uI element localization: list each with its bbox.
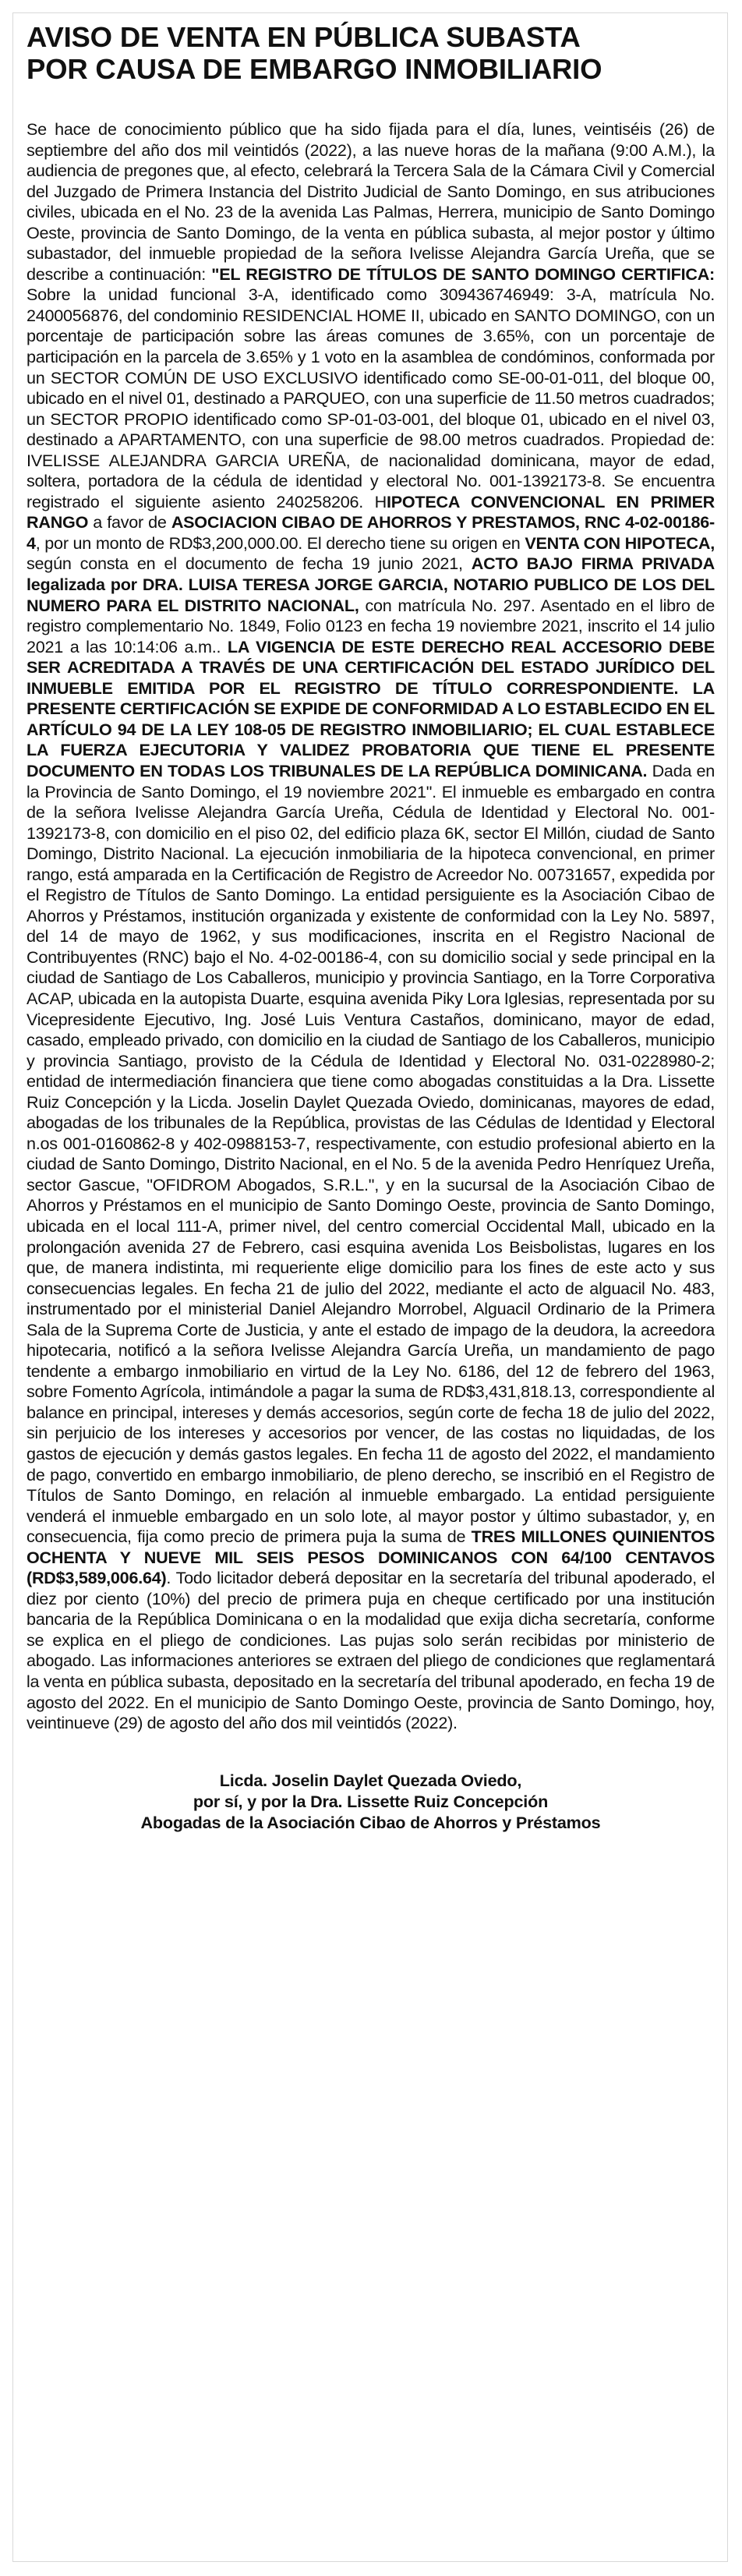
notice-title xyxy=(26,21,715,85)
body-text-segment: con matrícula No. 297. Asentado en el libro de registro complementario No. 1849, Folio 0123 en fecha 19 noviembre 2021, inscrito el 14 julio 2021 a las 10:14:06 a.m.. xyxy=(26,595,715,656)
signature-line-1: Licda. Joselin Daylet Quezada Oviedo, xyxy=(219,1770,522,1790)
body-text-segment: . Todo licitador deberá depositar en la secretaría del tribunal apoderado, el diez por ciento (10%) del precio de primera puja en cheque certificado por una institución bancaria de la República Dominicana o en la modalidad que exija dicha secretaría, conforme se explica en el pliego de condiciones. Las pujas solo serán recibidas por ministerio de abogado. Las informaciones anteriores se extraen del pliego de condiciones que reglamentará la venta en pública subasta, depositado en la secretaría del tribunal apoderado, en fecha 19 de agosto del 2022. En el municipio de Santo Domingo Oeste, provincia de Santo Domingo, hoy, veintinueve (29) de agosto del año dos mil veintidós (2022). xyxy=(26,1568,715,1733)
body-bold-segment: IPOTECA CONVENCIONAL EN PRIMER RANGO xyxy=(26,491,715,533)
body-bold-segment: LA VIGENCIA DE ESTE DERECHO REAL ACCESORIO DEBE SER ACREDITADA A TRAVÉS DE UNA CERTIFICACIÓN DEL ESTADO JURÍDICO DEL INMUEBLE EMITIDA POR EL REGISTRO DE TÍTULO CORRESPONDIENTE. LA PRESENTE CERTIFICACIÓN SE EXPIDE DE CONFORMIDAD A LO ESTABLECIDO EN EL ARTÍCULO 94 DE LA LEY 108-05 DE REGISTRO INMOBILIARIO; EL CUAL ESTABLECE LA FUERZA EJECUTORIA Y VALIDEZ PROBATORIA QUE TIENE EL PRESENTE DOCUMENTO EN TODAS LOS TRIBUNALES DE LA REPÚBLICA DOMINICANA. xyxy=(26,636,715,780)
body-text-segment: según consta en el documento de fecha 19 junio 2021, xyxy=(26,554,472,574)
signature-block xyxy=(26,1770,715,1833)
body-text-segment: , por un monto de RD$3,200,000.00. El derecho tiene su origen en xyxy=(35,533,525,553)
body-bold-segment: ACTO BAJO FIRMA PRIVADA legalizada por DRA. LUISA TERESA JORGE GARCIA, NOTARIO PUBLICO DE LOS DEL NUMERO PARA EL DISTRITO NACIONAL, xyxy=(26,554,715,615)
legal-notice xyxy=(12,12,728,2562)
notice-title-line-2: POR CAUSA DE EMBARGO INMOBILIARIO xyxy=(26,53,602,85)
body-text-segment: Dada en la Provincia de Santo Domingo, el 19 noviembre 2021". El inmueble es embargado en contra de la señora Ivelisse Alejandra García Ureña, Cédula de Identidad y Electoral No. 001-1392173-8, con domicilio en el piso 02, del edificio plaza 6K, sector El Millón, ciudad de Santo Domingo, Distrito Nacional. La ejecución inmobiliaria de la hipoteca convencional, en primer rango, está amparada en la Certificación de Registro de Acreedor No. 00731657, expedida por el Registro de Títulos de Santo Domingo. La entidad persiguiente es la Asociación Cibao de Ahorros y Préstamos, institución organizada y existente de conformidad con la Ley No. 5897, del 14 de mayo de 1962, y sus modificaciones, inscrita en el Registro Nacional de Contribuyentes (RNC) bajo el No. 4-02-00186-4, con su domicilio social y sede principal en la ciudad de Santiago de Los Caballeros, municipio y provincia Santiago, en la Torre Corporativa ACAP, ubicada en la autopista Duarte, esquina avenida Piky Lora Iglesias, representada por su Vicepresidente Ejecutivo, Ing. José Luis Ventura Castaños, dominicano, mayor de edad, casado, empleado privado, con domicilio en la ciudad de Santiago de los Caballeros, municipio y provincia Santiago, provisto de la Cédula de Identidad y Electoral No. 031-0228980-2; entidad de intermediación financiera que tiene como abogadas constituidas a la Dra. Lissette Ruiz Concepción y la Licda. Joselin Daylet Quezada Oviedo, dominicanas, mayores de edad, abogadas de los tribunales de la República, provistas de las Cédulas de Identidad y Electoral n.os 001-0160862-8 y 402-0988153-7, respectivamente, con estudio profesional abierto en la ciudad de Santo Domingo, Distrito Nacional, en el No. 5 de la avenida Pedro Henríquez Ureña, sector Gascue, "OFIDROM Abogados, S.R.L.", y en la sucursal de la Asociación Cibao de Ahorros y Préstamos en el municipio de Santo Domingo Oeste, provincia de Santo Domingo, ubicada en el local 111-A, primer nivel, del centro comercial Occidental Mall, ubicado en la prolongación avenida 27 de Febrero, casi esquina avenida Los Beisbolistas, lugares en los que, de manera indistinta, mi requeriente elige domicilio para los fines de este acto y sus consecuencias legales. En fecha 21 de julio del 2022, mediante el acto de alguacil No. 483, instrumentado por el ministerial Daniel Alejandro Morrobel, Alguacil Ordinario de la Primera Sala de la Suprema Corte de Justicia, y ante el estado de impago de la deudora, la acreedora hipotecaria, notificó a la señora Ivelisse Alejandra García Ureña, un mandamiento de pago tendente a embargo inmobiliario en virtud de la Ley No. 6186, del 12 de febrero del 1963, sobre Fomento Agrícola, intimándole a pagar la suma de RD$3,431,818.13, correspondiente al balance en principal, intereses y demás accesorios, según corte de fecha 18 de julio del 2022, sin perjuicio de los intereses y accesorios por vencer, de las costas no liquidadas, de los gastos de ejecución y demás gastos legales. En fecha 11 de agosto del 2022, el mandamiento de pago, convertido en embargo inmobiliario, de pleno derecho, se inscribió en el Registro de Títulos de Santo Domingo, en relación al inmueble embargado. La entidad persiguiente venderá el inmueble embargado en un solo lote, al mayor postor y último subastador, y, en consecuencia, fija como precio de primera puja la suma de xyxy=(26,760,715,1547)
body-text-segment: Se hace de conocimiento público que ha sido fijada para el día, lunes, veintiséis (26) de septiembre del año dos mil veintidós (2022), a las nueve horas de la mañana (9:00 A.M.), la audiencia de pregones que, al efecto, celebrará la Tercera Sala de la Cámara Civil y Comercial del Juzgado de Primera Instancia del Distrito Judicial de Santo Domingo, en sus atribuciones civiles, ubicada en el No. 23 de la avenida Las Palmas, Herrera, municipio de Santo Domingo Oeste, provincia de Santo Domingo, de la venta en pública subasta, al mejor postor y último subastador, del inmueble propiedad de la señora Ivelisse Alejandra García Ureña, que se describe a continuación: xyxy=(26,119,715,284)
signature-line-2: por sí, y por la Dra. Lissette Ruiz Concepción xyxy=(193,1791,549,1811)
body-bold-segment: TRES MILLONES QUINIENTOS OCHENTA Y NUEVE MIL SEIS PESOS DOMINICANOS CON 64/100 CENTAVOS (RD$3,589,006.64) xyxy=(26,1527,715,1588)
body-bold-segment: ASOCIACION CIBAO DE AHORROS Y PRESTAMOS, RNC 4-02-00186-4 xyxy=(26,512,715,553)
body-text-segment: a favor de xyxy=(88,512,171,533)
notice-body xyxy=(26,119,715,1734)
body-bold-segment: "EL REGISTRO DE TÍTULOS DE SANTO DOMINGO CERTIFICA: xyxy=(211,264,715,284)
body-bold-segment: VENTA CON HIPOTECA, xyxy=(525,533,715,553)
body-text-segment: Sobre la unidad funcional 3-A, identificado como 309436746949: 3-A, matrícula No. 2400056876, del condominio RESIDENCIAL HOME II, ubicado en SANTO DOMINGO, con un porcentaje de participación sobre las áreas comunes de 3.65%, con un porcentaje de participación en la parcela de 3.65% y 1 voto en la asamblea de condóminos, conformada por un SECTOR COMÚN DE USO EXCLUSIVO identificado como SE-00-01-011, del bloque 00, ubicado en el nivel 01, destinado a PARQUEO, con una superficie de 11.50 metros cuadrados; un SECTOR PROPIO identificado como SP-01-03-001, del bloque 01, ubicado en el nivel 03, destinado a APARTAMENTO, con una superficie de 98.00 metros cuadrados. Propiedad de: IVELISSE ALEJANDRA GARCIA UREÑA, de nacionalidad dominicana, mayor de edad, soltera, portadora de la cédula de identidad y electoral No. 001-1392173-8. Se encuentra registrado el siguiente asiento 240258206. H xyxy=(26,285,715,511)
signature-line-3: Abogadas de la Asociación Cibao de Ahorros y Préstamos xyxy=(140,1812,601,1832)
notice-title-line-1: AVISO DE VENTA EN PÚBLICA SUBASTA xyxy=(26,21,581,53)
